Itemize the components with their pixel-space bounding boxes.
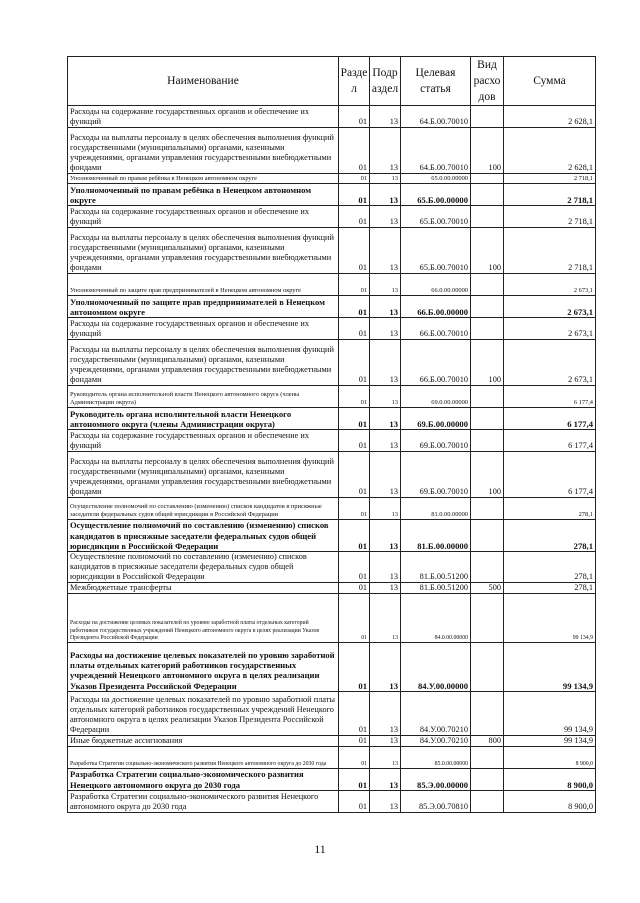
row-type	[471, 594, 504, 643]
table-row	[68, 498, 596, 520]
row-section: 01	[339, 184, 370, 206]
row-target: 64.Б.00.70010	[401, 106, 471, 128]
row-subsection: 13	[370, 184, 401, 206]
row-sum: 278,1	[504, 498, 596, 520]
table-row	[68, 184, 596, 206]
row-target: 84.У.00.70210	[401, 736, 471, 747]
row-sum: 8 900,0	[504, 747, 596, 769]
row-target: 84.У.00.70210	[401, 692, 471, 736]
table-row	[68, 552, 596, 583]
row-target: 69.Б.00.00000	[401, 408, 471, 430]
row-type: 800	[471, 736, 504, 747]
row-type: 100	[471, 340, 504, 386]
row-sum: 6 177,4	[504, 452, 596, 498]
row-subsection: 13	[370, 318, 401, 340]
row-sum: 2 718,1	[504, 184, 596, 206]
column-header-name: Наименование	[68, 57, 339, 106]
row-name: Расходы на достижение целевых показателей по уровню заработной платы отдельных категорий работников государственных учреждений Ненецкого автономного округа в целях реализации Указов Президента Российской Федерации	[68, 643, 339, 692]
row-section: 01	[339, 408, 370, 430]
row-subsection: 13	[370, 520, 401, 552]
row-section: 01	[339, 498, 370, 520]
row-sum: 2 718,1	[504, 174, 596, 184]
row-type	[471, 643, 504, 692]
row-type	[471, 747, 504, 769]
row-name: Расходы на содержание государственных органов и обеспечение их функций	[68, 106, 339, 128]
row-section: 01	[339, 747, 370, 769]
row-sum: 99 134,9	[504, 692, 596, 736]
row-section: 01	[339, 318, 370, 340]
row-name: Расходы на выплаты персоналу в целях обеспечения выполнения функций государственными (муниципальными) органами, казенными учреждениями, органами управления государственными внебюджетными фондами	[68, 452, 339, 498]
row-name: Иные бюджетные ассигнования	[68, 736, 339, 747]
table-row	[68, 583, 596, 594]
row-section: 01	[339, 583, 370, 594]
row-section: 01	[339, 692, 370, 736]
row-target: 66.Б.00.70010	[401, 340, 471, 386]
row-section: 01	[339, 206, 370, 228]
table-row	[68, 643, 596, 692]
row-type	[471, 106, 504, 128]
row-type	[471, 498, 504, 520]
row-sum: 8 900,0	[504, 791, 596, 813]
row-subsection: 13	[370, 594, 401, 643]
table-row	[68, 520, 596, 552]
row-subsection: 13	[370, 552, 401, 583]
row-sum: 278,1	[504, 520, 596, 552]
row-subsection: 13	[370, 452, 401, 498]
row-sum: 2 673,1	[504, 318, 596, 340]
row-sum: 6 177,4	[504, 430, 596, 452]
table-row	[68, 274, 596, 296]
table-row	[68, 206, 596, 228]
row-name: Расходы на выплаты персоналу в целях обеспечения выполнения функций государственными (муниципальными) органами, казенными учреждениями, органами управления государственными внебюджетными фондами	[68, 128, 339, 174]
row-subsection: 13	[370, 274, 401, 296]
row-type: 100	[471, 128, 504, 174]
table-row	[68, 174, 596, 184]
row-sum: 99 134,9	[504, 594, 596, 643]
row-target: 65.0.00.00000	[401, 174, 471, 184]
row-section: 01	[339, 594, 370, 643]
row-type	[471, 174, 504, 184]
table-row	[68, 769, 596, 791]
row-target: 84.У.00.00000	[401, 643, 471, 692]
row-section: 01	[339, 340, 370, 386]
row-type	[471, 318, 504, 340]
row-subsection: 13	[370, 769, 401, 791]
row-sum: 2 628,1	[504, 128, 596, 174]
row-sum: 2 673,1	[504, 296, 596, 318]
table-row	[68, 128, 596, 174]
row-target: 65.Б.00.00000	[401, 184, 471, 206]
column-header-section: Разде л	[339, 57, 370, 106]
row-target: 65.Б.00.70010	[401, 206, 471, 228]
row-sum: 2 718,1	[504, 206, 596, 228]
row-name: Расходы на содержание государственных органов и обеспечение их функций	[68, 318, 339, 340]
row-name: Руководитель органа исполнительной власти Ненецкого автономного округа (члены Администрации округа)	[68, 386, 339, 408]
row-type	[471, 408, 504, 430]
table-row	[68, 318, 596, 340]
row-subsection: 13	[370, 643, 401, 692]
row-subsection: 13	[370, 296, 401, 318]
row-type	[471, 430, 504, 452]
row-subsection: 13	[370, 174, 401, 184]
row-type	[471, 206, 504, 228]
row-target: 81.0.00.00000	[401, 498, 471, 520]
row-sum: 99 134,9	[504, 643, 596, 692]
row-target: 81.Б.00.51200	[401, 583, 471, 594]
row-name: Руководитель органа исполнительной власти Ненецкого автономного округа (члены Администрации округа)	[68, 408, 339, 430]
row-name: Осуществление полномочий по составлению (изменению) списков кандидатов в присяжные заседатели федеральных судов общей юрисдикции в Российской Федерации	[68, 520, 339, 552]
table-row	[68, 791, 596, 813]
row-section: 01	[339, 520, 370, 552]
row-target: 81.Б.00.00000	[401, 520, 471, 552]
table-row	[68, 692, 596, 736]
row-sum: 8 900,0	[504, 769, 596, 791]
row-name: Уполномоченный по защите прав предпринимателей в Ненецком автономном округе	[68, 274, 339, 296]
row-section: 01	[339, 552, 370, 583]
table-row	[68, 747, 596, 769]
row-type	[471, 552, 504, 583]
row-type: 100	[471, 452, 504, 498]
row-name: Межбюджетные трансферты	[68, 583, 339, 594]
row-section: 01	[339, 643, 370, 692]
row-subsection: 13	[370, 583, 401, 594]
row-subsection: 13	[370, 228, 401, 274]
table-header-row	[68, 57, 596, 106]
row-name: Разработка Стратегии социально-экономического развития Ненецкого автономного округа до 2030 года	[68, 769, 339, 791]
row-sum: 278,1	[504, 552, 596, 583]
row-type	[471, 791, 504, 813]
row-section: 01	[339, 106, 370, 128]
row-target: 84.0.00.00000	[401, 594, 471, 643]
row-name: Осуществление полномочий по составлению (изменению) списков кандидатов в присяжные заседатели федеральных судов общей юрисдикции в Российской Федерации	[68, 498, 339, 520]
row-name: Осуществление полномочий по составлению (изменению) списков кандидатов в присяжные заседатели федеральных судов общей юрисдикции в Российской Федерации	[68, 552, 339, 583]
row-section: 01	[339, 430, 370, 452]
budget-table	[67, 56, 596, 813]
row-sum: 99 134,9	[504, 736, 596, 747]
row-type: 100	[471, 228, 504, 274]
row-type	[471, 769, 504, 791]
table-row	[68, 430, 596, 452]
column-header-subsection: Подр аздел	[370, 57, 401, 106]
column-header-type: Вид расхо дов	[471, 57, 504, 106]
row-type	[471, 520, 504, 552]
row-subsection: 13	[370, 386, 401, 408]
row-type	[471, 274, 504, 296]
column-header-target: Целевая статья	[401, 57, 471, 106]
row-sum: 6 177,4	[504, 386, 596, 408]
table-row	[68, 408, 596, 430]
row-type	[471, 386, 504, 408]
row-target: 65.Б.00.70010	[401, 228, 471, 274]
row-subsection: 13	[370, 106, 401, 128]
row-name: Расходы на достижение целевых показателей по уровню заработной платы отдельных категорий работников государственных учреждений Ненецкого автономного округа в целях реализации Указов Президента Российской Федерации	[68, 692, 339, 736]
table-row	[68, 106, 596, 128]
row-subsection: 13	[370, 692, 401, 736]
row-name: Уполномоченный по защите прав предпринимателей в Ненецком автономном округе	[68, 296, 339, 318]
row-subsection: 13	[370, 498, 401, 520]
row-target: 81.Б.00.51200	[401, 552, 471, 583]
row-section: 01	[339, 769, 370, 791]
row-target: 69.Б.00.70010	[401, 452, 471, 498]
row-sum: 2 673,1	[504, 274, 596, 296]
row-target: 85.0.00.00000	[401, 747, 471, 769]
table-row	[68, 386, 596, 408]
row-sum: 6 177,4	[504, 408, 596, 430]
row-sum: 2 673,1	[504, 340, 596, 386]
row-name: Расходы на выплаты персоналу в целях обеспечения выполнения функций государственными (муниципальными) органами, казенными учреждениями, органами управления государственными внебюджетными фондами	[68, 340, 339, 386]
table-row	[68, 452, 596, 498]
row-sum: 2 628,1	[504, 106, 596, 128]
table-row	[68, 296, 596, 318]
row-subsection: 13	[370, 340, 401, 386]
row-sum: 2 718,1	[504, 228, 596, 274]
row-target: 66.0.00.00000	[401, 274, 471, 296]
row-subsection: 13	[370, 128, 401, 174]
column-header-sum: Сумма	[504, 57, 596, 106]
table-row	[68, 228, 596, 274]
table-row	[68, 340, 596, 386]
row-type	[471, 692, 504, 736]
row-section: 01	[339, 452, 370, 498]
row-target: 85.Э.00.00000	[401, 769, 471, 791]
row-subsection: 13	[370, 736, 401, 747]
row-name: Разработка Стратегии социально-экономического развития Ненецкого автономного округа до 2030 года	[68, 747, 339, 769]
row-subsection: 13	[370, 791, 401, 813]
row-name: Уполномоченный по правам ребёнка в Ненецком автономном округе	[68, 174, 339, 184]
row-subsection: 13	[370, 430, 401, 452]
table-row	[68, 594, 596, 643]
row-section: 01	[339, 174, 370, 184]
row-target: 69.Б.00.70010	[401, 430, 471, 452]
row-name: Расходы на достижение целевых показателей по уровню заработной платы отдельных категорий работников государственных учреждений Ненецкого автономного округа в целях реализации Указов Президента Российской Федерации	[68, 594, 339, 643]
row-name: Расходы на выплаты персоналу в целях обеспечения выполнения функций государственными (муниципальными) органами, казенными учреждениями, органами управления государственными внебюджетными фондами	[68, 228, 339, 274]
row-name: Расходы на содержание государственных органов и обеспечение их функций	[68, 430, 339, 452]
row-section: 01	[339, 296, 370, 318]
row-target: 64.Б.00.70010	[401, 128, 471, 174]
row-section: 01	[339, 736, 370, 747]
row-name: Расходы на содержание государственных органов и обеспечение их функций	[68, 206, 339, 228]
row-target: 66.Б.00.00000	[401, 296, 471, 318]
row-type	[471, 184, 504, 206]
row-sum: 278,1	[504, 583, 596, 594]
row-name: Разработка Стратегии социально-экономического развития Ненецкого автономного округа до 2030 года	[68, 791, 339, 813]
row-section: 01	[339, 128, 370, 174]
row-type: 500	[471, 583, 504, 594]
row-type	[471, 296, 504, 318]
page-number: 11	[314, 842, 326, 856]
row-subsection: 13	[370, 206, 401, 228]
table-row	[68, 736, 596, 747]
row-target: 85.Э.00.70810	[401, 791, 471, 813]
row-subsection: 13	[370, 408, 401, 430]
row-section: 01	[339, 228, 370, 274]
row-section: 01	[339, 791, 370, 813]
row-name: Уполномоченный по правам ребёнка в Ненецком автономном округе	[68, 184, 339, 206]
row-section: 01	[339, 274, 370, 296]
row-target: 69.0.00.00000	[401, 386, 471, 408]
row-subsection: 13	[370, 747, 401, 769]
row-target: 66.Б.00.70010	[401, 318, 471, 340]
row-section: 01	[339, 386, 370, 408]
